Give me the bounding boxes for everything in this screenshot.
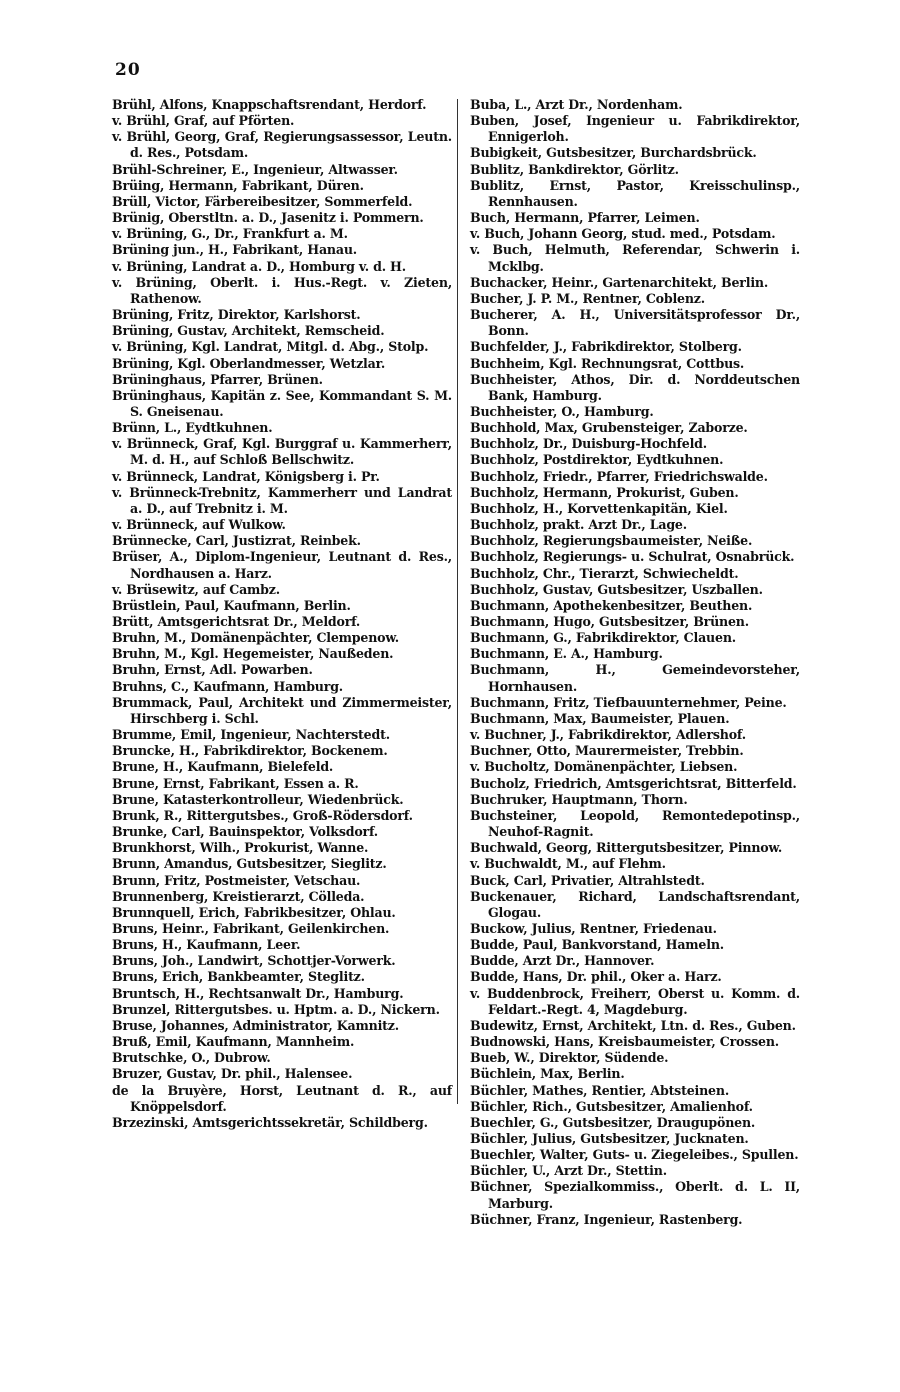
directory-entry: Bucholz, Friedrich, Amtsgerichtsrat, Bitterfeld. xyxy=(470,775,797,791)
directory-entry: Buchmann, E. A., Hamburg. xyxy=(470,646,663,662)
left-column xyxy=(112,97,452,1131)
directory-entry: v. Brünneck, Landrat, Königsberg i. Pr. xyxy=(112,468,380,484)
directory-entry: Budnowski, Hans, Kreisbaumeister, Crossen. xyxy=(470,1034,779,1050)
directory-entry: Brzezinski, Amtsgerichtssekretär, Schildberg. xyxy=(112,1114,428,1130)
directory-entry: Buchfelder, J., Fabrikdirektor, Stolberg. xyxy=(470,339,742,355)
directory-entry: Bueb, W., Direktor, Südende. xyxy=(470,1050,669,1066)
directory-entry: Buchmann, Hugo, Gutsbesitzer, Brünen. xyxy=(470,614,749,629)
directory-entry: Brüstlein, Paul, Kaufmann, Berlin. xyxy=(112,597,351,613)
directory-entry: Buechler, G., Gutsbesitzer, Draugupönen. xyxy=(470,1114,756,1130)
directory-entry: Brunzel, Rittergutsbes. u. Hptm. a. D., Nickern. xyxy=(112,1001,440,1017)
directory-entry: Büchner, Franz, Ingenieur, Rastenberg. xyxy=(470,1211,743,1227)
directory-entry: Büchlein, Max, Berlin. xyxy=(470,1066,625,1082)
directory-entry: Bruns, Erich, Bankbeamter, Steglitz. xyxy=(112,969,365,985)
directory-entry: Brunkhorst, Wilh., Prokurist, Wanne. xyxy=(112,840,369,856)
directory-entry: Brunke, Carl, Bauinspektor, Volksdorf. xyxy=(112,824,378,840)
directory-entry: v. Bucholtz, Domänenpächter, Liebsen. xyxy=(470,759,738,775)
directory-entry: Brüning, Gustav, Architekt, Remscheid. xyxy=(112,323,385,339)
directory-entry: Brunk, R., Rittergutsbes., Groß-Rödersdorf. xyxy=(112,807,413,823)
directory-entry: Brunnenberg, Kreistierarzt, Cölleda. xyxy=(112,888,365,904)
directory-entry: Brüning, Kgl. Oberlandmesser, Wetzlar. xyxy=(112,355,386,371)
directory-entry: Brutschke, O., Dubrow. xyxy=(112,1050,271,1066)
directory-entry: v. Buch, Johann Georg, stud. med., Potsdam. xyxy=(470,226,776,242)
directory-entry: Büchler, Rich., Gutsbesitzer, Amalienhof. xyxy=(470,1098,753,1114)
directory-entry: Buchholz, Regierungsbaumeister, Neiße. xyxy=(470,533,753,549)
directory-entry: Brüninghaus, Pfarrer, Brünen. xyxy=(112,371,323,387)
directory-entry: Buchholz, Chr., Tierarzt, Schwiecheldt. xyxy=(470,565,739,581)
directory-entry: Brüninghaus, Kapitän z. See, Kommandant S. M. S. Gneisenau. xyxy=(112,387,452,419)
directory-entry: Bucherer, A. H., Universitätsprofessor Dr., Bonn. xyxy=(470,307,800,339)
directory-entry: Buchheister, O., Hamburg. xyxy=(470,403,654,419)
directory-entry: v. Brüning, G., Dr., Frankfurt a. M. xyxy=(112,226,348,242)
right-column xyxy=(470,97,800,1228)
directory-entry: Buchheister, Athos, Dir. d. Norddeutschen Bank, Hamburg. xyxy=(470,371,800,403)
directory-entry: Budde, Hans, Dr. phil., Oker a. Harz. xyxy=(470,969,722,985)
directory-entry: Brünn, L., Eydtkuhnen. xyxy=(112,420,273,436)
directory-entry: Bucher, J. P. M., Rentner, Coblenz. xyxy=(470,290,705,306)
directory-entry: Buchholz, Gustav, Gutsbesitzer, Uszballen. xyxy=(470,581,763,597)
directory-entry: Bublitz, Bankdirektor, Görlitz. xyxy=(470,161,679,177)
directory-entry: Buchmann, Fritz, Tiefbauunternehmer, Peine. xyxy=(470,694,787,710)
directory-entry: Bruzer, Gustav, Dr. phil., Halensee. xyxy=(112,1066,353,1082)
directory-entry: Bruns, Heinr., Fabrikant, Geilenkirchen. xyxy=(112,920,390,936)
directory-entry: Brüll, Victor, Färbereibesitzer, Sommerfeld. xyxy=(112,193,413,209)
directory-entry: Buchmann, Max, Baumeister, Plauen. xyxy=(470,710,730,726)
directory-entry: Bruns, H., Kaufmann, Leer. xyxy=(112,937,301,953)
directory-entry: Buchholz, Hermann, Prokurist, Guben. xyxy=(470,484,739,500)
directory-entry: Brünnecke, Carl, Justizrat, Reinbek. xyxy=(112,533,361,549)
directory-entry: Buchheim, Kgl. Rechnungsrat, Cottbus. xyxy=(470,355,745,371)
directory-entry: Buba, L., Arzt Dr., Nordenham. xyxy=(470,97,683,112)
directory-entry: Brumme, Emil, Ingenieur, Nachterstedt. xyxy=(112,727,390,743)
directory-entry: Buchmann, H., Gemeindevorsteher, Hornhausen. xyxy=(470,662,800,694)
directory-entry: Buchsteiner, Leopold, Remontedepotinsp., Neuhof-Ragnit. xyxy=(470,807,800,840)
directory-entry: Bublitz, Ernst, Pastor, Kreisschulinsp., Rennhausen. xyxy=(470,177,800,209)
directory-entry: v. Brünneck, Graf, Kgl. Burggraf u. Kammerherr, M. d. H., auf Schloß Bellschwitz. xyxy=(112,436,452,468)
directory-entry: Brüing, Hermann, Fabrikant, Düren. xyxy=(112,177,364,193)
directory-entry: Budde, Arzt Dr., Hannover. xyxy=(470,953,655,969)
directory-entry: Brünig, Oberstltn. a. D., Jasenitz i. Pommern. xyxy=(112,210,424,226)
directory-entry: Buchner, Otto, Maurermeister, Trebbin. xyxy=(470,743,744,759)
directory-entry: v. Brühl, Graf, auf Pförten. xyxy=(112,113,295,129)
directory-entry: Buchholz, Postdirektor, Eydtkuhnen. xyxy=(470,452,724,468)
directory-entry: v. Brünneck, auf Wulkow. xyxy=(112,517,286,533)
directory-entry: Bubigkeit, Gutsbesitzer, Burchardsbrück. xyxy=(470,145,757,161)
directory-entry: Bruß, Emil, Kaufmann, Mannheim. xyxy=(112,1034,355,1050)
directory-entry: Bruns, Joh., Landwirt, Schottjer-Vorwerk. xyxy=(112,953,396,969)
directory-entry: Buchholz, H., Korvettenkapitän, Kiel. xyxy=(470,500,728,516)
directory-entry: Buchholz, Friedr., Pfarrer, Friedrichswalde. xyxy=(470,468,768,484)
directory-entry: v. Buchner, J., Fabrikdirektor, Adlershof. xyxy=(470,727,746,743)
directory-entry: Brune, H., Kaufmann, Bielefeld. xyxy=(112,759,334,775)
directory-entry: v. Buchwaldt, M., auf Flehm. xyxy=(470,856,666,872)
directory-entry: Buechler, Walter, Guts- u. Ziegeleibes., Spullen. xyxy=(470,1147,799,1163)
directory-entry: Buchhold, Max, Grubensteiger, Zaborze. xyxy=(470,420,748,436)
directory-entry: v. Brüning, Landrat a. D., Homburg v. d. H. xyxy=(112,258,406,274)
directory-entry: Buchruker, Hauptmann, Thorn. xyxy=(470,791,688,807)
directory-entry: Brühl, Alfons, Knappschaftsrendant, Herdorf. xyxy=(112,97,427,112)
directory-entry: Buchholz, prakt. Arzt Dr., Lage. xyxy=(470,517,687,533)
directory-entry: Buckow, Julius, Rentner, Friedenau. xyxy=(470,920,717,936)
directory-entry: Brüning jun., H., Fabrikant, Hanau. xyxy=(112,242,357,258)
directory-entry: Buchmann, G., Fabrikdirektor, Clauen. xyxy=(470,630,736,646)
directory-entry: Bruse, Johannes, Administrator, Kamnitz. xyxy=(112,1017,399,1033)
directory-entry: Brune, Ernst, Fabrikant, Essen a. R. xyxy=(112,775,359,791)
directory-entry: Buben, Josef, Ingenieur u. Fabrikdirektor, Ennigerloh. xyxy=(470,113,800,145)
directory-entry: Büchler, Julius, Gutsbesitzer, Jucknaten. xyxy=(470,1131,749,1146)
directory-entry: Brunn, Amandus, Gutsbesitzer, Sieglitz. xyxy=(112,856,387,872)
directory-entry: Brunn, Fritz, Postmeister, Vetschau. xyxy=(112,872,361,888)
directory-entry: Büchner, Spezialkommiss., Oberlt. d. L. II, Marburg. xyxy=(470,1179,800,1211)
directory-entry: Buchholz, Dr., Duisburg-Hochfeld. xyxy=(470,436,707,452)
directory-entry: v. Buddenbrock, Freiherr, Oberst u. Komm. d. Feldart.-Regt. 4, Magdeburg. xyxy=(470,985,800,1017)
directory-entry: v. Brüning, Oberlt. i. Hus.-Regt. v. Zieten, Rathenow. xyxy=(112,274,452,306)
directory-entry: Buchacker, Heinr., Gartenarchitekt, Berlin. xyxy=(470,274,769,290)
directory-entry: v. Brühl, Georg, Graf, Regierungsassessor, Leutn. d. Res., Potsdam. xyxy=(112,129,452,161)
directory-entry: Buchwald, Georg, Rittergutsbesitzer, Pinnow. xyxy=(470,840,783,856)
directory-entry: Brummack, Paul, Architekt und Zimmermeister, Hirschberg i. Schl. xyxy=(112,694,452,726)
directory-entry: v. Brünneck-Trebnitz, Kammerherr und Landrat a. D., auf Trebnitz i. M. xyxy=(112,484,452,516)
directory-entry: Buck, Carl, Privatier, Altrahlstedt. xyxy=(470,872,705,888)
directory-entry: Büchler, U., Arzt Dr., Stettin. xyxy=(470,1163,667,1179)
directory-entry: Budde, Paul, Bankvorstand, Hameln. xyxy=(470,937,724,953)
page-number: 20 xyxy=(115,60,141,80)
directory-entry: Buchmann, Apothekenbesitzer, Beuthen. xyxy=(470,597,753,613)
directory-entry: Bruhns, C., Kaufmann, Hamburg. xyxy=(112,678,343,694)
directory-entry: Brühl-Schreiner, E., Ingenieur, Altwasser. xyxy=(112,161,398,177)
directory-entry: Buchholz, Regierungs- u. Schulrat, Osnabrück. xyxy=(470,549,795,565)
directory-entry: Bruhn, M., Domänenpächter, Clempenow. xyxy=(112,630,399,646)
directory-entry: v. Brüning, Kgl. Landrat, Mitgl. d. Abg., Stolp. xyxy=(112,339,429,355)
directory-entry: Budewitz, Ernst, Architekt, Ltn. d. Res., Guben. xyxy=(470,1017,796,1033)
directory-entry: Brüning, Fritz, Direktor, Karlshorst. xyxy=(112,307,361,323)
directory-entry: Bruntsch, H., Rechtsanwalt Dr., Hamburg. xyxy=(112,985,404,1001)
directory-entry: Bruhn, M., Kgl. Hegemeister, Naußeden. xyxy=(112,646,394,662)
directory-entry: Brüser, A., Diplom-Ingenieur, Leutnant d. Res., Nordhausen a. Harz. xyxy=(112,549,452,581)
directory-entry: Brunckе, H., Fabrikdirektor, Bockenem. xyxy=(112,743,388,759)
directory-entry: Brunnquell, Erich, Fabrikbesitzer, Ohlau. xyxy=(112,904,396,920)
directory-entry: Brune, Katasterkontrolleur, Wiedenbrück. xyxy=(112,791,404,807)
directory-entry: v. Brüsewitz, auf Cambz. xyxy=(112,581,280,597)
column-divider xyxy=(457,99,458,1104)
directory-entry: Buch, Hermann, Pfarrer, Leimen. xyxy=(470,210,700,226)
directory-entry: Büchler, Mathes, Rentier, Abtsteinen. xyxy=(470,1082,729,1098)
directory-entry: de la Bruyère, Horst, Leutnant d. R., auf Knöppelsdorf. xyxy=(112,1082,452,1114)
directory-entry: v. Buch, Helmuth, Referendar, Schwerin i. Mcklbg. xyxy=(470,242,800,274)
directory-entry: Buckenauer, Richard, Landschaftsrendant, Glogau. xyxy=(470,888,800,920)
directory-entry: Brütt, Amtsgerichtsrat Dr., Meldorf. xyxy=(112,614,361,629)
directory-entry: Bruhn, Ernst, Adl. Powarben. xyxy=(112,662,313,678)
